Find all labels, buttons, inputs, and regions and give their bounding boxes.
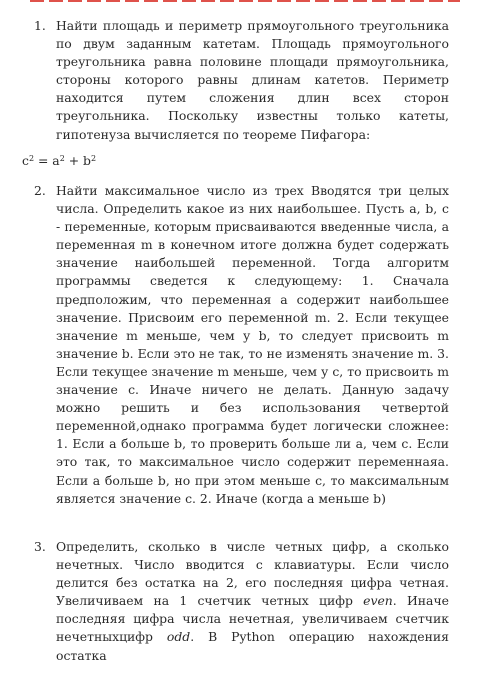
item-number: 3. xyxy=(34,539,46,554)
item-number: 1. xyxy=(34,18,46,33)
item-number: 2. xyxy=(34,183,46,198)
pythagorean-formula: $c^2 = a^2 + b^2$ xyxy=(22,153,97,168)
odd-variable: odd xyxy=(166,629,191,645)
cropped-header-strip xyxy=(30,0,460,3)
item-text: Найти максимальное число из трех Вводятся три целых числа. Определить какое из них наибольшее. Пусть a, b, c - переменные, которым присваиваются введенные числа, а переменная m в конечном итоге должна будет содержать значение наибольшей переменной. Тогда алгоритм программы сведется к следующему: 1. Сначала предположим, что переменная a содержит наибольшее значение. Присвоим его переменной m. 2. Если текущее значение m меньше, чем у b, то следует присвоить m значение b. Если это не так, то не изменять значение m. 3. Если текущее значение m меньше, чем у c, то присвоить m значение c. Иначе ничего не делать. Данную задачу можно решить и без использования четвертой переменной,однако программа будет логически сложнее: 1. Если a больше b, то проверить больше ли a, чем c. Если это так, то максимальное число содержит переменнаяa. Если a больше b, но при этом меньше c, то максимальным является значение c. 2. Иначе (когда a меньше b) xyxy=(56,183,449,506)
item-text: Найти площадь и периметр прямоугольного треугольника по двум заданным катетам. Площадь прямоугольного треугольника равна половине площади прямоугольника, стороны которого равны длинам катетов. Периметр находится путем сложения длин всех сторон треугольника. Поскольку известны только катеты, гипотенуза вычисляется по теореме Пифагора: xyxy=(56,18,449,142)
even-variable: even xyxy=(363,593,393,609)
item-text: Определить, сколько в числе четных цифр, а сколько нечетных. Число вводится с клавиатуры. Если число делится без остатка на 2, его последняя цифра четная. Увеличиваем на 1 счетчик четных цифр even. Иначе последняя цифра числа нечетная, увеличиваем счетчик нечетныхцифр odd. В Python операцию нахождения остатка xyxy=(56,539,449,663)
